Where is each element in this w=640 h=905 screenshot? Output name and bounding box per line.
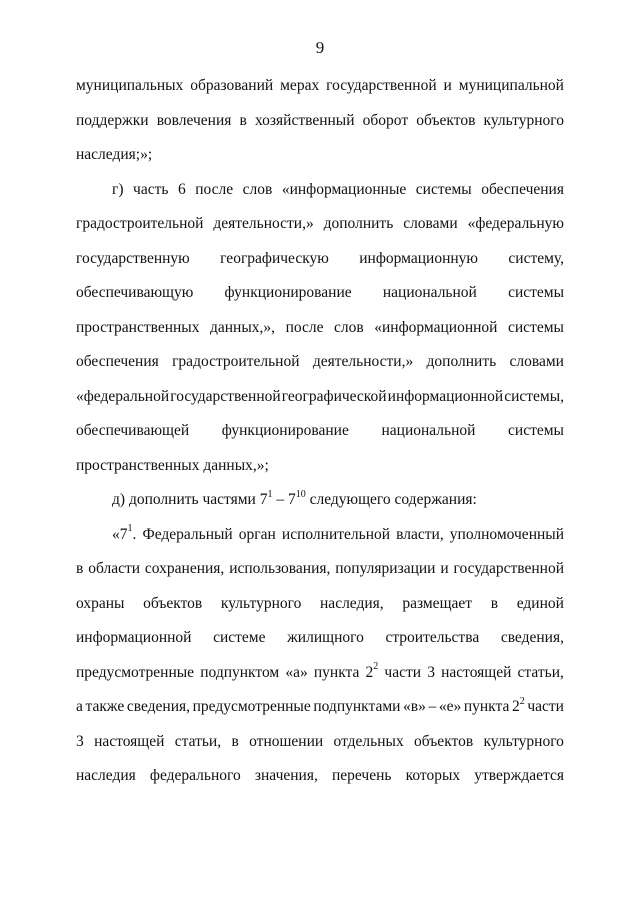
- text-line: пространственных данных,», после слов «информационной системы: [76, 318, 564, 336]
- text-line: д) дополнить частями $7^1 - 7^{10}$ следующего содержания:: [112, 488, 477, 508]
- page-number: 9: [315, 38, 325, 57]
- text-line: градостроительной деятельности,» дополнить словами «федеральную: [76, 215, 564, 232]
- superscript: 1: [267, 488, 273, 500]
- text-line: «$7^1$. Федеральный орган исполнительной власти, уполномоченный: [112, 523, 564, 543]
- text-line: охраны объектов культурного наследия, размещает в единой: [76, 594, 564, 612]
- text-line: в области сохранения, использования, популяризации и государственной: [76, 560, 564, 577]
- text-line: пространственных данных,»;: [76, 456, 269, 474]
- text-line: муниципальных образований мерах государственной и муниципальной: [76, 77, 564, 94]
- text-line: наследия;»;: [76, 146, 153, 163]
- superscript: 1: [127, 523, 133, 535]
- text-line: обеспечивающей функционирование национальной системы: [76, 422, 564, 439]
- superscript: 2: [519, 695, 525, 707]
- text-line: наследия федерального значения, перечень которых утверждается: [76, 767, 564, 784]
- text-line: а также сведения, предусмотренные подпунктами «в» – «е» пункта $2^2$ части: [76, 695, 564, 715]
- superscript: 2: [373, 661, 379, 673]
- text-line: поддержки вовлечения в хозяйственный оборот объектов культурного: [76, 111, 564, 129]
- text-line: предусмотренные подпунктом «а» пункта $2^2$ части 3 настоящей статьи,: [76, 661, 564, 681]
- text-line: обеспечения градостроительной деятельности,» дополнить словами: [76, 353, 564, 370]
- text-line: «федеральной государственной географической информационной системы,: [76, 387, 564, 405]
- text-line: информационной системе жилищного строительства сведения,: [76, 629, 564, 646]
- superscript: 10: [295, 488, 306, 500]
- text-line: г) часть 6 после слов «информационные системы обеспечения: [112, 180, 564, 198]
- text-line: 3 настоящей статьи, в отношении отдельных объектов культурного: [76, 732, 564, 750]
- text-line: обеспечивающую функционирование национальной системы: [76, 284, 564, 301]
- text-line: государственную географическую информационную систему,: [76, 249, 564, 267]
